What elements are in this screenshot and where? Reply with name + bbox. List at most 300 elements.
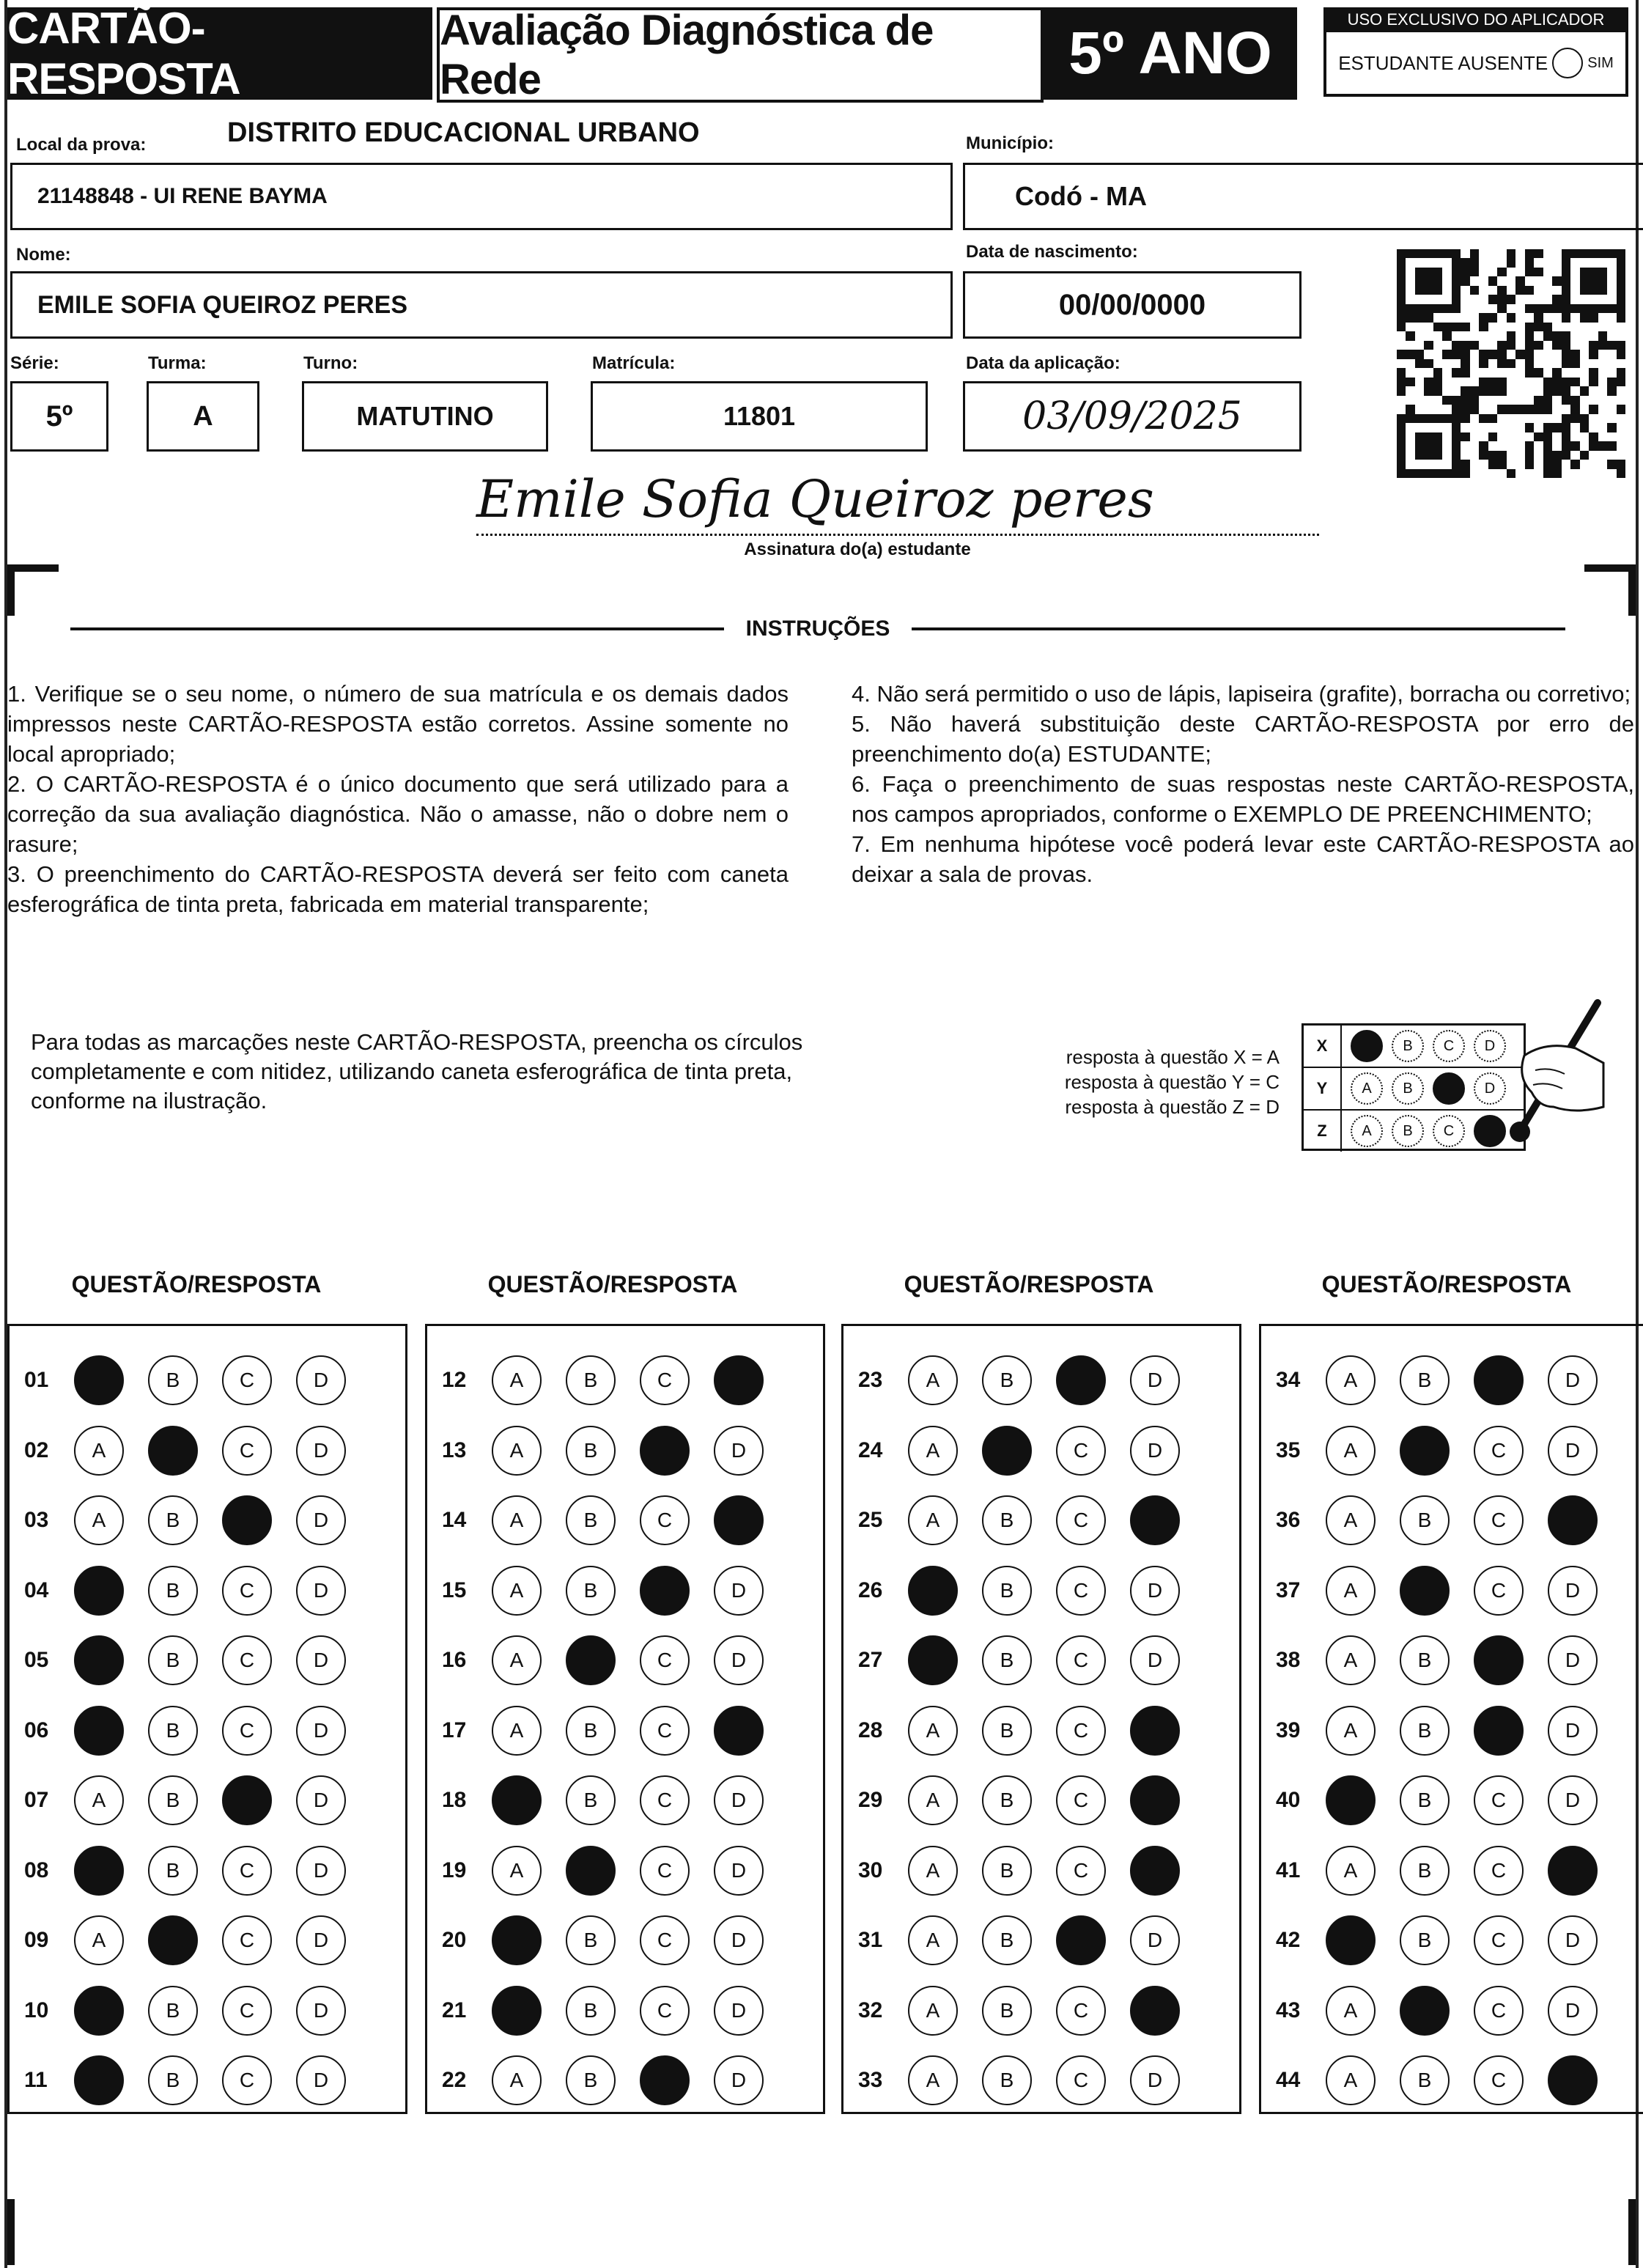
question-row: [1261, 1981, 1643, 2040]
answer-bubble-b[interactable]: B: [982, 1635, 1032, 1685]
question-row: [427, 1491, 823, 1550]
answer-bubble-c[interactable]: C: [640, 1355, 690, 1405]
answer-bubble-d[interactable]: D: [714, 2055, 764, 2105]
answer-bubble-d[interactable]: D: [296, 1915, 346, 1965]
answer-bubble-b[interactable]: B: [566, 1495, 616, 1545]
answer-bubble-c[interactable]: C: [222, 2055, 272, 2105]
answer-bubble-b[interactable]: B: [148, 1706, 198, 1756]
question-row: [1261, 1561, 1643, 1620]
example-bubble-b: B: [1392, 1072, 1424, 1105]
answer-bubble-c[interactable]: C: [1056, 1986, 1106, 2036]
instructions-right: [852, 679, 1634, 889]
answer-bubble-a[interactable]: A: [1326, 1426, 1376, 1476]
absent-field: [1323, 32, 1628, 97]
answer-bubble-a[interactable]: A: [1326, 2055, 1376, 2105]
example-bubble-d: D: [1474, 1072, 1506, 1105]
answer-bubble-c[interactable]: C: [1474, 1775, 1524, 1825]
answer-bubble-d[interactable]: D: [1548, 1566, 1598, 1616]
turno-label: Turno:: [303, 353, 358, 373]
answer-bubble-c[interactable]: C: [1056, 1566, 1106, 1616]
legend-item: resposta à questão X = A: [1066, 1046, 1280, 1068]
question-answer-header: QUESTÃO/RESPOSTA: [71, 1271, 322, 1297]
question-row: [1261, 1421, 1643, 1480]
answer-bubble-d[interactable]: D: [714, 1775, 764, 1825]
answer-block: [1259, 1324, 1643, 2114]
corner-mark-bottom-right: [1628, 2199, 1636, 2265]
question-answer-header: QUESTÃO/RESPOSTA: [904, 1271, 1154, 1297]
answer-bubble-c[interactable]: C: [1474, 1495, 1524, 1545]
answer-bubble-c[interactable]: C: [1056, 1635, 1106, 1685]
question-row: [427, 1561, 823, 1620]
question-row: [10, 1561, 405, 1620]
answer-bubble-a[interactable]: [908, 1635, 958, 1685]
answer-bubble-b[interactable]: B: [148, 1355, 198, 1405]
question-number: 33: [858, 2068, 883, 2092]
answer-bubble-c[interactable]: [1056, 1355, 1106, 1405]
example-instructions: Para todas as marcações neste CARTÃO-RESPOSTA, preencha os círculos completamente e com nitidez, utilizando caneta esferográfica de tinta preta, conforme na ilustração.: [31, 1029, 803, 1113]
question-row: [427, 1911, 823, 1970]
answer-bubble-b[interactable]: [1400, 1986, 1450, 2036]
question-number: 09: [24, 1928, 49, 1952]
question-row: [10, 1841, 405, 1900]
answer-bubble-d[interactable]: D: [296, 1566, 346, 1616]
answer-bubble-a[interactable]: A: [1326, 1706, 1376, 1756]
answer-bubble-d[interactable]: D: [714, 1566, 764, 1616]
instruction-item: 2. O CARTÃO-RESPOSTA é o único documento que será utilizado para a correção da sua avaliação diagnóstica. Não o amasse, não o dobre nem o rasure;: [7, 771, 789, 857]
answer-bubble-d[interactable]: D: [1548, 1986, 1598, 2036]
absent-checkbox[interactable]: [1552, 48, 1583, 78]
answer-bubble-b[interactable]: B: [1400, 1915, 1450, 1965]
answer-bubble-c[interactable]: C: [640, 1775, 690, 1825]
answer-bubble-c[interactable]: [640, 1566, 690, 1616]
answer-bubble-b[interactable]: [148, 1915, 198, 1965]
student-signature: Emile Sofia Queiroz peres: [476, 469, 1154, 529]
answer-bubble-b[interactable]: B: [982, 1986, 1032, 2036]
answer-bubble-c[interactable]: C: [1056, 1775, 1106, 1825]
answer-bubble-b[interactable]: B: [982, 1566, 1032, 1616]
question-row: [10, 1351, 405, 1410]
question-number: 01: [24, 1368, 49, 1392]
answer-bubble-b[interactable]: [566, 1846, 616, 1896]
question-number: 15: [442, 1577, 467, 1602]
answer-bubble-b[interactable]: [1400, 1426, 1450, 1476]
answer-bubble-a[interactable]: A: [74, 1915, 124, 1965]
answer-bubble-d[interactable]: D: [1548, 1635, 1598, 1685]
answer-bubble-c[interactable]: C: [640, 1846, 690, 1896]
question-number: 42: [1276, 1928, 1301, 1952]
answer-bubble-a[interactable]: A: [1326, 1846, 1376, 1896]
turma-field: [147, 381, 259, 452]
example-bubble-a: A: [1351, 1072, 1383, 1105]
answer-bubble-d[interactable]: D: [296, 1775, 346, 1825]
answer-bubble-c[interactable]: [1474, 1355, 1524, 1405]
answer-bubble-d[interactable]: [714, 1706, 764, 1756]
turma-value: A: [193, 400, 213, 432]
answer-bubble-c[interactable]: C: [222, 1915, 272, 1965]
answer-bubble-d[interactable]: D: [296, 1986, 346, 2036]
question-row: [1261, 2051, 1643, 2110]
question-number: 07: [24, 1788, 49, 1812]
answer-block: [7, 1324, 407, 2114]
example-row-label: X: [1304, 1026, 1342, 1067]
answer-bubble-b[interactable]: B: [1400, 1495, 1450, 1545]
answer-bubble-b[interactable]: [982, 1426, 1032, 1476]
legend-item: resposta à questão Y = C: [1064, 1071, 1280, 1093]
answer-bubble-b[interactable]: B: [148, 1846, 198, 1896]
question-answer-header: QUESTÃO/RESPOSTA: [1321, 1271, 1572, 1297]
example-bubble-b: B: [1392, 1115, 1424, 1147]
answer-bubble-b[interactable]: B: [566, 1706, 616, 1756]
answer-bubble-a[interactable]: A: [908, 1915, 958, 1965]
grade-badge: 5º ANO: [1044, 7, 1297, 100]
answer-bubble-a[interactable]: [908, 1566, 958, 1616]
answer-bubble-b[interactable]: B: [1400, 2055, 1450, 2105]
answer-bubble-d[interactable]: D: [1130, 1355, 1180, 1405]
question-row: [843, 1701, 1239, 1760]
answer-bubble-b[interactable]: B: [982, 1915, 1032, 1965]
answer-bubble-d[interactable]: [1548, 2055, 1598, 2105]
question-row: [1261, 1631, 1643, 1690]
answer-bubble-b[interactable]: B: [982, 1706, 1032, 1756]
question-number: 28: [858, 1717, 883, 1742]
answer-bubble-a[interactable]: A: [74, 1775, 124, 1825]
signature-label: Assinatura do(a) estudante: [744, 540, 971, 559]
nome-value: EMILE SOFIA QUEIROZ PERES: [37, 290, 408, 319]
answer-bubble-a[interactable]: A: [74, 1426, 124, 1476]
answer-bubble-d[interactable]: D: [1548, 1355, 1598, 1405]
answer-bubble-b[interactable]: B: [148, 1775, 198, 1825]
answer-bubble-b[interactable]: B: [148, 1986, 198, 2036]
answer-bubble-c[interactable]: C: [640, 1986, 690, 2036]
answer-bubble-b[interactable]: B: [566, 1355, 616, 1405]
answer-bubble-b[interactable]: B: [1400, 1846, 1450, 1896]
answer-bubble-d[interactable]: D: [296, 1355, 346, 1405]
answer-bubble-b[interactable]: B: [982, 1775, 1032, 1825]
answer-bubble-d[interactable]: [1130, 1775, 1180, 1825]
question-number: 10: [24, 1998, 49, 2022]
instructions-title: INSTRUÇÕES: [745, 616, 890, 641]
answer-bubble-d[interactable]: D: [1548, 1775, 1598, 1825]
answer-bubble-d[interactable]: D: [1130, 1566, 1180, 1616]
answer-bubble-b[interactable]: B: [148, 1635, 198, 1685]
question-number: 22: [442, 2068, 467, 2092]
question-number: 25: [858, 1508, 883, 1532]
answer-bubble-c[interactable]: [640, 2055, 690, 2105]
question-number: 35: [1276, 1437, 1301, 1462]
question-number: 44: [1276, 2068, 1301, 2092]
answer-bubble-c[interactable]: C: [640, 1635, 690, 1685]
question-row: [843, 2051, 1239, 2110]
question-number: 21: [442, 1998, 467, 2022]
question-number: 30: [858, 1858, 883, 1882]
answer-bubble-c[interactable]: C: [1474, 1915, 1524, 1965]
answer-block: [841, 1324, 1241, 2114]
question-row: [1261, 1911, 1643, 1970]
answer-bubble-a[interactable]: [74, 2055, 124, 2105]
question-number: 20: [442, 1928, 467, 1952]
answer-bubble-c[interactable]: C: [640, 1495, 690, 1545]
answer-block: [425, 1324, 825, 2114]
answer-bubble-c[interactable]: [1474, 1635, 1524, 1685]
question-number: 38: [1276, 1648, 1301, 1672]
answer-bubble-a[interactable]: A: [1326, 1566, 1376, 1616]
instruction-item: 3. O preenchimento do CARTÃO-RESPOSTA deverá ser feito com caneta esferográfica de tinta preta, fabricada em material transparente;: [7, 861, 789, 917]
example-bubble-c: C: [1433, 1115, 1465, 1147]
answer-bubble-c[interactable]: C: [222, 1426, 272, 1476]
question-number: 43: [1276, 1998, 1301, 2022]
answer-bubble-a[interactable]: A: [492, 1846, 542, 1896]
answer-bubble-a[interactable]: A: [908, 1775, 958, 1825]
corner-mark-top-left: [7, 564, 59, 616]
example-bubble-d: D: [1474, 1030, 1506, 1062]
answer-bubble-a[interactable]: [74, 1355, 124, 1405]
question-row: [843, 1911, 1239, 1970]
answer-bubble-a[interactable]: A: [1326, 1986, 1376, 2036]
answer-bubble-c[interactable]: [1474, 1706, 1524, 1756]
question-number: 23: [858, 1368, 883, 1392]
answer-bubble-d[interactable]: D: [1130, 1635, 1180, 1685]
serie-value: 5º: [45, 400, 73, 432]
answer-bubble-a[interactable]: A: [908, 1706, 958, 1756]
answer-bubble-a[interactable]: A: [492, 1706, 542, 1756]
answer-bubble-d[interactable]: D: [1130, 1915, 1180, 1965]
answer-bubble-d[interactable]: D: [296, 2055, 346, 2105]
absent-option: SIM: [1587, 54, 1614, 71]
question-row: [427, 2051, 823, 2110]
answer-bubble-b[interactable]: B: [566, 2055, 616, 2105]
answer-bubble-b[interactable]: B: [982, 2055, 1032, 2105]
question-row: [427, 1771, 823, 1830]
answer-bubble-c[interactable]: C: [1474, 1986, 1524, 2036]
question-number: 06: [24, 1717, 49, 1742]
question-number: 16: [442, 1648, 467, 1672]
answer-bubble-a[interactable]: A: [908, 2055, 958, 2105]
answer-bubble-c[interactable]: C: [1056, 2055, 1106, 2105]
answer-bubble-a[interactable]: A: [492, 1635, 542, 1685]
answer-bubble-a[interactable]: A: [492, 2055, 542, 2105]
matricula-field: [591, 381, 928, 452]
answer-bubble-a[interactable]: A: [908, 1986, 958, 2036]
answer-bubble-c[interactable]: [640, 1426, 690, 1476]
question-number: 36: [1276, 1508, 1301, 1532]
answer-bubble-c[interactable]: C: [640, 1706, 690, 1756]
answer-bubble-d[interactable]: D: [296, 1495, 346, 1545]
question-row: [427, 1981, 823, 2040]
answer-bubble-b[interactable]: B: [566, 1915, 616, 1965]
answer-bubble-d[interactable]: D: [1548, 1915, 1598, 1965]
answer-bubble-b[interactable]: B: [982, 1846, 1032, 1896]
answer-bubble-c[interactable]: C: [222, 1635, 272, 1685]
answer-bubble-b[interactable]: B: [566, 1986, 616, 2036]
answer-bubble-c[interactable]: C: [1474, 1846, 1524, 1896]
answer-bubble-d[interactable]: [1130, 1846, 1180, 1896]
answer-bubble-b[interactable]: B: [566, 1426, 616, 1476]
answer-bubble-c[interactable]: C: [222, 1706, 272, 1756]
answer-bubble-a[interactable]: A: [492, 1495, 542, 1545]
answer-bubble-a[interactable]: A: [908, 1495, 958, 1545]
example-bubble-b: B: [1392, 1030, 1424, 1062]
answer-bubble-c[interactable]: C: [222, 1986, 272, 2036]
answer-bubble-a[interactable]: [1326, 1915, 1376, 1965]
municipio-label: Município:: [966, 133, 1054, 153]
answer-bubble-b[interactable]: B: [566, 1775, 616, 1825]
example-bubble-a: A: [1351, 1115, 1383, 1147]
answer-bubble-a[interactable]: A: [492, 1566, 542, 1616]
question-number: 08: [24, 1858, 49, 1882]
answer-bubble-d[interactable]: [1130, 1986, 1180, 2036]
answer-bubble-a[interactable]: [492, 1775, 542, 1825]
answer-bubble-d[interactable]: [1130, 1495, 1180, 1545]
answer-bubble-d[interactable]: D: [1548, 1426, 1598, 1476]
answer-bubble-c[interactable]: C: [1474, 1426, 1524, 1476]
answer-bubble-b[interactable]: B: [1400, 1355, 1450, 1405]
example-row: [1304, 1068, 1524, 1111]
answer-bubble-d[interactable]: D: [714, 1986, 764, 2036]
answer-bubble-a[interactable]: A: [1326, 1495, 1376, 1545]
question-row: [10, 2051, 405, 2110]
answer-bubble-b[interactable]: B: [982, 1355, 1032, 1405]
answer-bubble-c[interactable]: C: [1056, 1495, 1106, 1545]
sheet-title: CARTÃO-RESPOSTA: [7, 7, 432, 100]
answer-bubble-d[interactable]: [1130, 1706, 1180, 1756]
aplicacao-value: 03/09/2025: [1022, 394, 1242, 438]
example-bubble-c: C: [1433, 1030, 1465, 1062]
answer-bubble-a[interactable]: A: [1326, 1355, 1376, 1405]
answer-bubble-b[interactable]: B: [1400, 1706, 1450, 1756]
instruction-item: 4. Não será permitido o uso de lápis, lapiseira (grafite), borracha ou corretivo;: [852, 681, 1631, 707]
answer-bubble-a[interactable]: A: [908, 1846, 958, 1896]
answer-bubble-c[interactable]: C: [1056, 1706, 1106, 1756]
answer-bubble-d[interactable]: [714, 1355, 764, 1405]
answer-bubble-c[interactable]: C: [1056, 1426, 1106, 1476]
question-answer-header: QUESTÃO/RESPOSTA: [487, 1271, 738, 1297]
answer-bubble-a[interactable]: A: [908, 1426, 958, 1476]
answer-bubble-b[interactable]: B: [566, 1566, 616, 1616]
instruction-item: 6. Faça o preenchimento de suas respostas neste CARTÃO-RESPOSTA, nos campos apropriados, conforme o EXEMPLO DE PREENCHIMENTO;: [852, 771, 1634, 827]
matricula-label: Matrícula:: [592, 353, 676, 373]
answer-bubble-d[interactable]: [714, 1495, 764, 1545]
corner-mark-bottom-left: [7, 2199, 15, 2265]
answer-bubble-b[interactable]: [1400, 1566, 1450, 1616]
answer-bubble-c[interactable]: C: [1474, 1566, 1524, 1616]
answer-bubble-d[interactable]: D: [1130, 2055, 1180, 2105]
example-bubble-c: [1433, 1072, 1465, 1105]
answer-bubble-a[interactable]: A: [74, 1495, 124, 1545]
answer-bubble-b[interactable]: B: [1400, 1775, 1450, 1825]
answer-bubble-a[interactable]: [492, 1986, 542, 2036]
question-number: 18: [442, 1788, 467, 1812]
answer-bubble-c[interactable]: [222, 1775, 272, 1825]
local-value: 21148848 - UI RENE BAYMA: [37, 184, 328, 208]
answer-bubble-d[interactable]: D: [1548, 1706, 1598, 1756]
answer-bubble-a[interactable]: [74, 1706, 124, 1756]
pen-hand-icon: [1495, 997, 1605, 1151]
question-number: 40: [1276, 1788, 1301, 1812]
answer-bubble-c[interactable]: [222, 1495, 272, 1545]
question-row: [1261, 1841, 1643, 1900]
instruction-item: 1. Verifique se o seu nome, o número de sua matrícula e os demais dados impressos neste CARTÃO-RESPOSTA estão corretos. Assine somente no local apropriado;: [7, 681, 789, 767]
answer-bubble-c[interactable]: C: [222, 1846, 272, 1896]
answer-bubble-a[interactable]: [74, 1635, 124, 1685]
question-row: [10, 1631, 405, 1690]
answer-bubble-c[interactable]: C: [222, 1355, 272, 1405]
answer-bubble-c[interactable]: C: [1056, 1846, 1106, 1896]
corner-mark-top-right: [1584, 564, 1636, 616]
local-field: [10, 163, 953, 230]
question-number: 41: [1276, 1858, 1301, 1882]
answer-bubble-a[interactable]: A: [492, 1426, 542, 1476]
answer-bubble-b[interactable]: [148, 1426, 198, 1476]
answer-bubble-b[interactable]: B: [982, 1495, 1032, 1545]
answer-bubble-a[interactable]: A: [1326, 1635, 1376, 1685]
answer-bubble-a[interactable]: [1326, 1775, 1376, 1825]
answer-bubble-d[interactable]: D: [1130, 1426, 1180, 1476]
question-number: 32: [858, 1998, 883, 2022]
legend-item: resposta à questão Z = D: [1065, 1096, 1280, 1118]
serie-field: [10, 381, 108, 452]
answer-bubble-c[interactable]: C: [640, 1915, 690, 1965]
answer-bubble-d[interactable]: D: [296, 1635, 346, 1685]
question-number: 37: [1276, 1577, 1301, 1602]
local-label: Local da prova:: [16, 135, 147, 155]
nome-label: Nome:: [16, 245, 71, 265]
nascimento-value: 00/00/0000: [1058, 288, 1206, 321]
applicator-box: [1323, 7, 1628, 100]
answer-bubble-d[interactable]: D: [714, 1915, 764, 1965]
example-row: [1304, 1111, 1524, 1152]
answer-bubble-b[interactable]: B: [1400, 1635, 1450, 1685]
answer-bubble-a[interactable]: [74, 1566, 124, 1616]
answer-bubble-a[interactable]: [74, 1986, 124, 2036]
answer-bubble-d[interactable]: D: [296, 1426, 346, 1476]
nascimento-field: [963, 271, 1302, 339]
example-grid: [1302, 1023, 1526, 1151]
answer-bubble-d[interactable]: D: [714, 1635, 764, 1685]
question-number: 19: [442, 1858, 467, 1882]
question-row: [10, 1771, 405, 1830]
answer-bubble-c[interactable]: [1056, 1915, 1106, 1965]
answer-bubble-d[interactable]: D: [296, 1846, 346, 1896]
answer-bubble-a[interactable]: [492, 1915, 542, 1965]
answer-bubble-b[interactable]: B: [148, 1495, 198, 1545]
answer-bubble-c[interactable]: C: [1474, 2055, 1524, 2105]
answer-bubble-d[interactable]: [1548, 1846, 1598, 1896]
answer-bubble-a[interactable]: A: [492, 1355, 542, 1405]
answer-bubble-d[interactable]: [1548, 1495, 1598, 1545]
answer-bubble-b[interactable]: B: [148, 2055, 198, 2105]
answer-bubble-d[interactable]: D: [714, 1846, 764, 1896]
answer-bubble-a[interactable]: [74, 1846, 124, 1896]
answer-bubble-b[interactable]: [566, 1635, 616, 1685]
turno-field: [302, 381, 548, 452]
question-row: [427, 1701, 823, 1760]
answer-bubble-b[interactable]: B: [148, 1566, 198, 1616]
signature-line: [476, 534, 1319, 536]
matricula-value: 11801: [723, 401, 796, 431]
question-row: [10, 1421, 405, 1480]
answer-bubble-c[interactable]: C: [222, 1566, 272, 1616]
question-row: [1261, 1701, 1643, 1760]
answer-bubble-d[interactable]: D: [714, 1426, 764, 1476]
question-row: [1261, 1491, 1643, 1550]
answer-bubble-a[interactable]: A: [908, 1355, 958, 1405]
question-row: [843, 1771, 1239, 1830]
instructions-heading: [70, 614, 1565, 644]
municipio-field: [963, 163, 1643, 230]
answer-bubble-d[interactable]: D: [296, 1706, 346, 1756]
question-number: 13: [442, 1437, 467, 1462]
example-row-label: Z: [1304, 1111, 1342, 1152]
